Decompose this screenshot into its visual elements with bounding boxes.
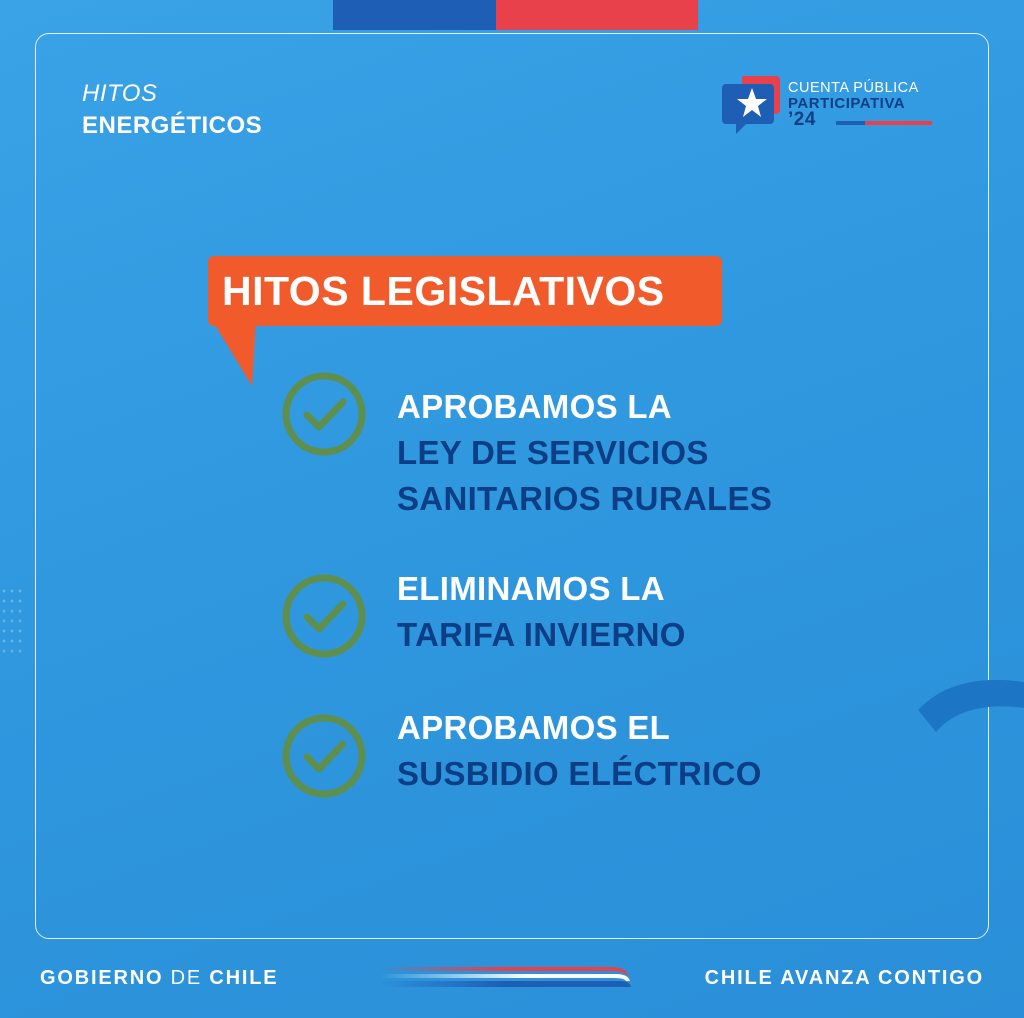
item-3-line1: APROBAMOS EL <box>397 709 671 746</box>
item-1-line3: SANITARIOS RURALES <box>397 480 773 517</box>
logo-line1: CUENTA PÚBLICA <box>788 80 919 96</box>
item-1 <box>397 384 772 522</box>
badge-tail <box>212 320 258 388</box>
item-3-line2: SUSBIDIO ELÉCTRICO <box>397 755 762 792</box>
item-1-line2: LEY DE SERVICIOS <box>397 434 709 471</box>
logo-line2: PARTICIPATIVA <box>788 95 906 112</box>
cuenta-publica-logo <box>720 74 940 144</box>
footer-gobierno <box>40 967 278 990</box>
arc-decoration <box>914 672 1024 772</box>
top-bar-red <box>496 0 698 30</box>
item-2-line1: ELIMINAMOS LA <box>397 570 665 607</box>
header-hitos: HITOS <box>82 80 158 107</box>
logo-line3: ’24 <box>788 109 816 130</box>
footer-gobierno-a: GOBIERNO <box>40 967 164 989</box>
item-2-line2: TARIFA INVIERNO <box>397 616 686 653</box>
footer-gobierno-c: CHILE <box>209 967 279 989</box>
logo-underline <box>836 121 932 125</box>
footer-stripe-decoration <box>380 965 632 991</box>
item-2 <box>397 566 686 658</box>
check-circle-icon <box>281 573 367 659</box>
item-1-line1: APROBAMOS LA <box>397 388 672 425</box>
item-3 <box>397 705 762 797</box>
hitos-legislativos-badge: HITOS LEGISLATIVOS <box>208 256 722 326</box>
footer-gobierno-b: DE <box>170 967 203 989</box>
footer-chile-avanza: CHILE AVANZA CONTIGO <box>704 967 984 989</box>
check-circle-icon <box>281 713 367 799</box>
top-bar-blue <box>333 0 496 30</box>
check-circle-icon <box>281 371 367 457</box>
dots-decoration <box>0 585 40 705</box>
header-energeticos: ENERGÉTICOS <box>82 112 263 139</box>
chat-bubble-star-icon <box>720 74 782 140</box>
